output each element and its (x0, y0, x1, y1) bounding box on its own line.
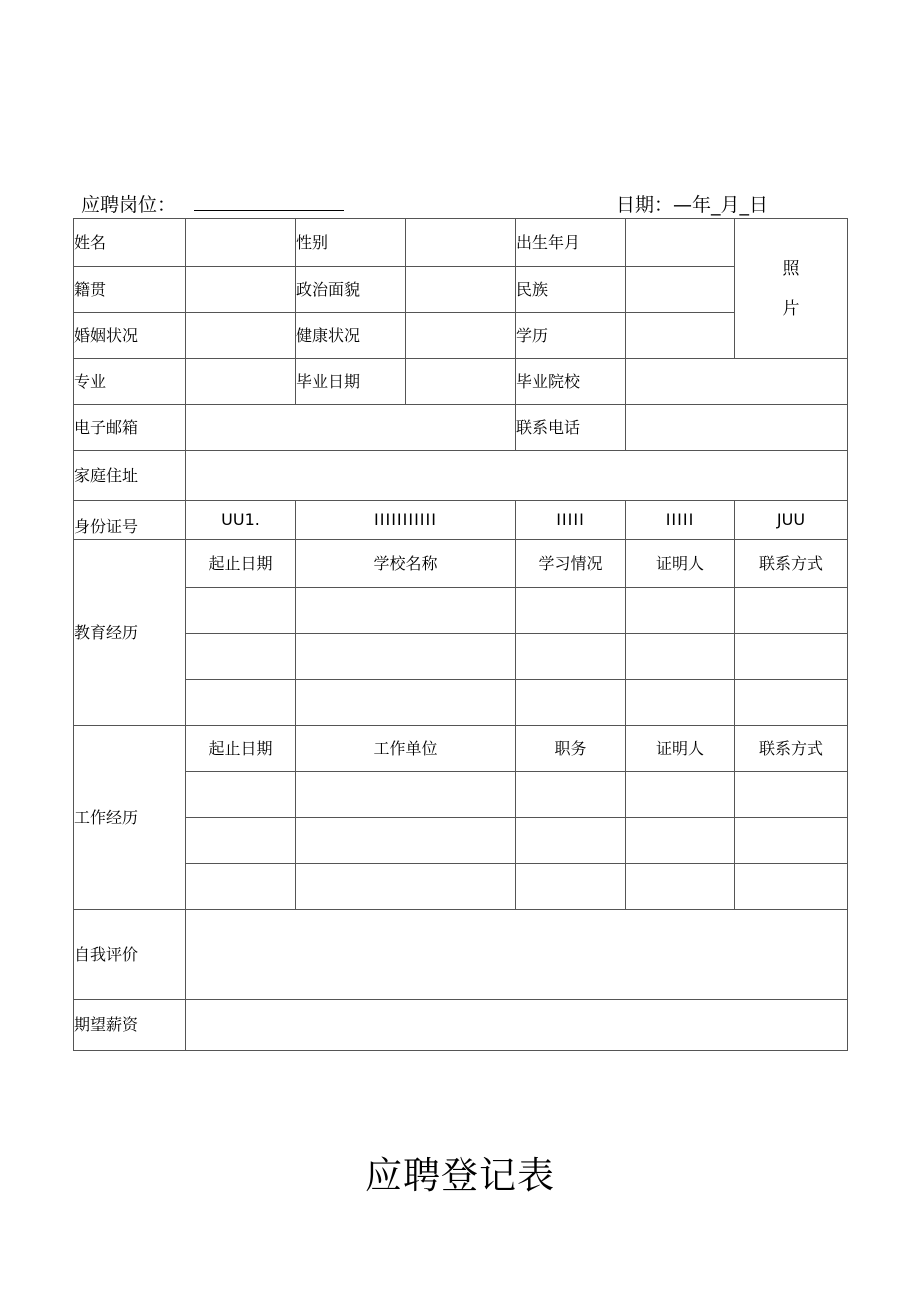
work-contact-field[interactable] (735, 864, 848, 910)
self-eval-field[interactable] (186, 910, 848, 1000)
work-contact-field[interactable] (735, 818, 848, 864)
edu-contact-field[interactable] (735, 634, 848, 680)
photo-box[interactable] (735, 219, 848, 359)
gender-field[interactable] (406, 219, 516, 267)
row-address (74, 451, 848, 501)
edu-school-field[interactable] (296, 680, 516, 726)
work-label: 工作经历 (74, 726, 186, 910)
position-header (81, 193, 344, 217)
work-contact-field[interactable] (735, 772, 848, 818)
edu-header-school: 学校名称 (296, 540, 516, 588)
edu-school-field[interactable] (296, 588, 516, 634)
row-contact (74, 405, 848, 451)
edu-header-study: 学习情况 (516, 540, 626, 588)
education-label: 教育经历 (74, 540, 186, 726)
name-field[interactable] (186, 219, 296, 267)
position-input-line[interactable] (194, 193, 344, 211)
grad-date-field[interactable] (406, 359, 516, 405)
id-label: 身份证号 (74, 501, 186, 540)
edu-school-field[interactable] (296, 634, 516, 680)
row-basic-3 (74, 313, 848, 359)
phone-label: 联系电话 (516, 405, 626, 451)
work-dates-field[interactable] (186, 864, 296, 910)
edu-row (74, 588, 848, 634)
school-label: 毕业院校 (516, 359, 626, 405)
work-reference-field[interactable] (626, 864, 735, 910)
edu-row (74, 680, 848, 726)
work-header-reference: 证明人 (626, 726, 735, 772)
major-label: 专业 (74, 359, 186, 405)
health-field[interactable] (406, 313, 516, 359)
row-basic-1 (74, 219, 848, 267)
id-cell-3[interactable]: IIIII (516, 501, 626, 540)
row-major (74, 359, 848, 405)
gender-label: 性别 (296, 219, 406, 267)
political-label: 政治面貌 (296, 267, 406, 313)
work-dates-field[interactable] (186, 818, 296, 864)
work-employer-field[interactable] (296, 772, 516, 818)
id-cell-1[interactable]: UU1. (186, 501, 296, 540)
work-row (74, 818, 848, 864)
address-label: 家庭住址 (74, 451, 186, 501)
phone-field[interactable] (626, 405, 848, 451)
position-label: 应聘岗位： (81, 194, 177, 216)
row-salary (74, 1000, 848, 1051)
edu-reference-field[interactable] (626, 588, 735, 634)
edu-row (74, 634, 848, 680)
work-dates-field[interactable] (186, 772, 296, 818)
edu-study-field[interactable] (516, 634, 626, 680)
work-header-row (74, 726, 848, 772)
marital-label: 婚姻状况 (74, 313, 186, 359)
work-reference-field[interactable] (626, 772, 735, 818)
id-cell-4[interactable]: IIIII (626, 501, 735, 540)
work-row (74, 864, 848, 910)
work-header-dates: 起止日期 (186, 726, 296, 772)
edu-dates-field[interactable] (186, 680, 296, 726)
address-field[interactable] (186, 451, 848, 501)
origin-field[interactable] (186, 267, 296, 313)
work-employer-field[interactable] (296, 818, 516, 864)
photo-char-1: 照 (782, 258, 800, 279)
marital-field[interactable] (186, 313, 296, 359)
degree-field[interactable] (626, 313, 735, 359)
work-reference-field[interactable] (626, 818, 735, 864)
edu-header-contact: 联系方式 (735, 540, 848, 588)
photo-char-2: 片 (782, 298, 800, 319)
email-label: 电子邮箱 (74, 405, 186, 451)
work-position-field[interactable] (516, 864, 626, 910)
email-field[interactable] (186, 405, 516, 451)
salary-label: 期望薪资 (74, 1000, 186, 1051)
id-cell-5[interactable]: JUU (735, 501, 848, 540)
edu-header-dates: 起止日期 (186, 540, 296, 588)
work-header-contact: 联系方式 (735, 726, 848, 772)
document-title: 应聘登记表 (365, 1154, 555, 1197)
work-position-field[interactable] (516, 772, 626, 818)
ethnicity-label: 民族 (516, 267, 626, 313)
work-header-position: 职务 (516, 726, 626, 772)
salary-field[interactable] (186, 1000, 848, 1051)
date-header: 日期：—年_月_日 (616, 194, 769, 216)
health-label: 健康状况 (296, 313, 406, 359)
ethnicity-field[interactable] (626, 267, 735, 313)
birth-label: 出生年月 (516, 219, 626, 267)
edu-reference-field[interactable] (626, 634, 735, 680)
edu-dates-field[interactable] (186, 588, 296, 634)
political-field[interactable] (406, 267, 516, 313)
edu-reference-field[interactable] (626, 680, 735, 726)
edu-contact-field[interactable] (735, 588, 848, 634)
registration-form-table (73, 218, 848, 1051)
school-field[interactable] (626, 359, 848, 405)
work-employer-field[interactable] (296, 864, 516, 910)
edu-header-reference: 证明人 (626, 540, 735, 588)
edu-header-row (74, 540, 848, 588)
major-field[interactable] (186, 359, 296, 405)
grad-date-label: 毕业日期 (296, 359, 406, 405)
birth-field[interactable] (626, 219, 735, 267)
edu-contact-field[interactable] (735, 680, 848, 726)
row-basic-2 (74, 267, 848, 313)
row-id (74, 501, 848, 540)
name-label: 姓名 (74, 219, 186, 267)
edu-dates-field[interactable] (186, 634, 296, 680)
degree-label: 学历 (516, 313, 626, 359)
work-position-field[interactable] (516, 818, 626, 864)
edu-study-field[interactable] (516, 680, 626, 726)
work-row (74, 772, 848, 818)
id-cell-2[interactable]: IIIIIIIIIII (296, 501, 516, 540)
row-self-eval (74, 910, 848, 1000)
edu-study-field[interactable] (516, 588, 626, 634)
self-eval-label: 自我评价 (74, 910, 186, 1000)
origin-label: 籍贯 (74, 267, 186, 313)
work-header-employer: 工作单位 (296, 726, 516, 772)
